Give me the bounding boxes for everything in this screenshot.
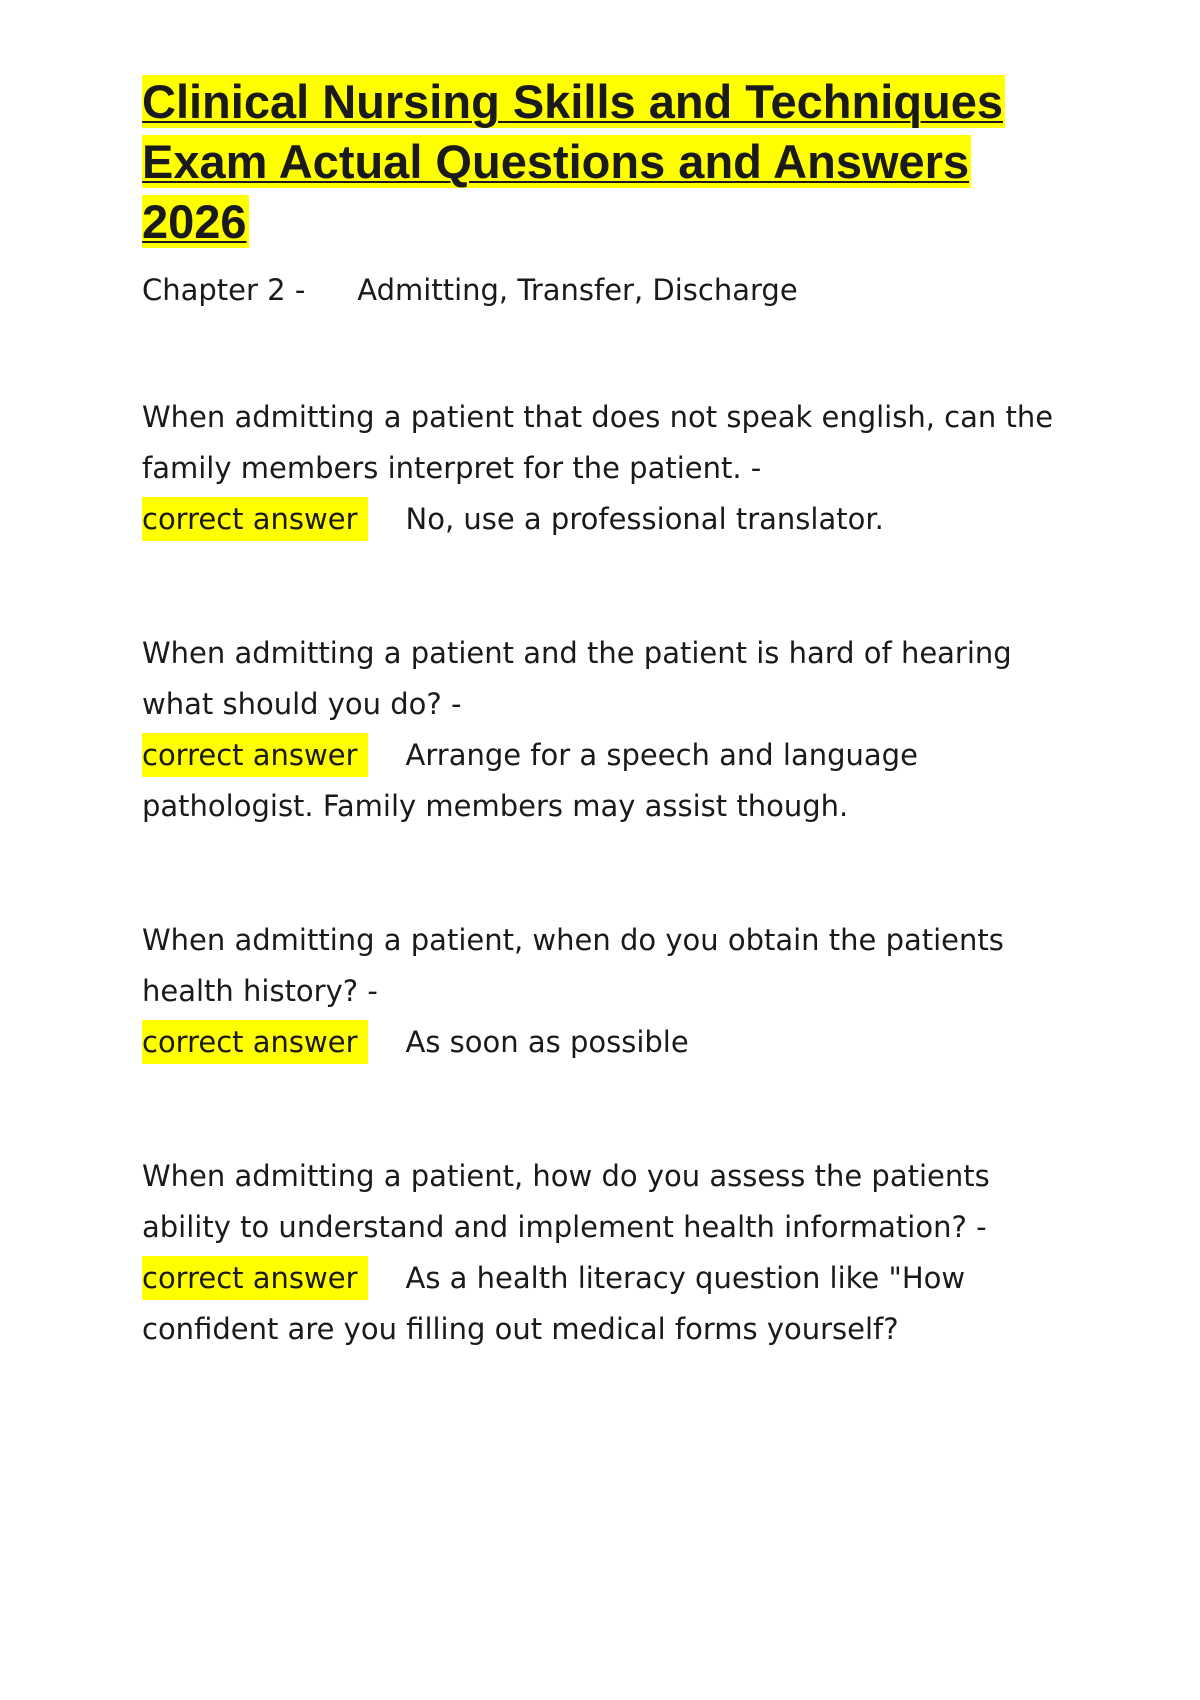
correct-answer-label: correct answer (142, 1020, 368, 1064)
qa-item (142, 915, 1082, 1068)
qa-item (142, 628, 1082, 832)
document-title (142, 72, 1082, 252)
correct-answer-label: correct answer (142, 497, 368, 541)
chapter-label: Chapter 2 - (142, 273, 306, 307)
question-text: When admitting a patient that does not speak english, can the family members interpret for the patient. - (142, 400, 1054, 485)
answer-text: No, use a professional translator. (405, 502, 884, 536)
answer-text: As soon as possible (405, 1025, 689, 1059)
correct-answer-label: correct answer (142, 733, 368, 777)
qa-list (142, 392, 1082, 1355)
answer-text: As a health literacy question like "How confident are you filling out medical forms yourself? (142, 1261, 966, 1346)
answer-text: Arrange for a speech and language pathologist. Family members may assist though. (142, 738, 918, 823)
document-content (142, 72, 1082, 1438)
chapter-heading (142, 270, 1082, 310)
correct-answer-label: correct answer (142, 1256, 368, 1300)
question-text: When admitting a patient and the patient is hard of hearing what should you do? - (142, 636, 1012, 721)
chapter-name: Admitting, Transfer, Discharge (357, 273, 798, 307)
answer-line (142, 494, 1082, 545)
title-highlight: Clinical Nursing Skills and Techniques Exam Actual Questions and Answers 2026 (142, 75, 1003, 248)
answer-line (142, 1017, 1082, 1068)
qa-item (142, 1151, 1082, 1355)
answer-line (142, 1253, 1082, 1355)
question-text: When admitting a patient, how do you assess the patients ability to understand and implement health information? - (142, 1159, 990, 1244)
answer-line (142, 730, 1082, 832)
qa-item (142, 392, 1082, 545)
question-text: When admitting a patient, when do you obtain the patients health history? - (142, 923, 1004, 1008)
